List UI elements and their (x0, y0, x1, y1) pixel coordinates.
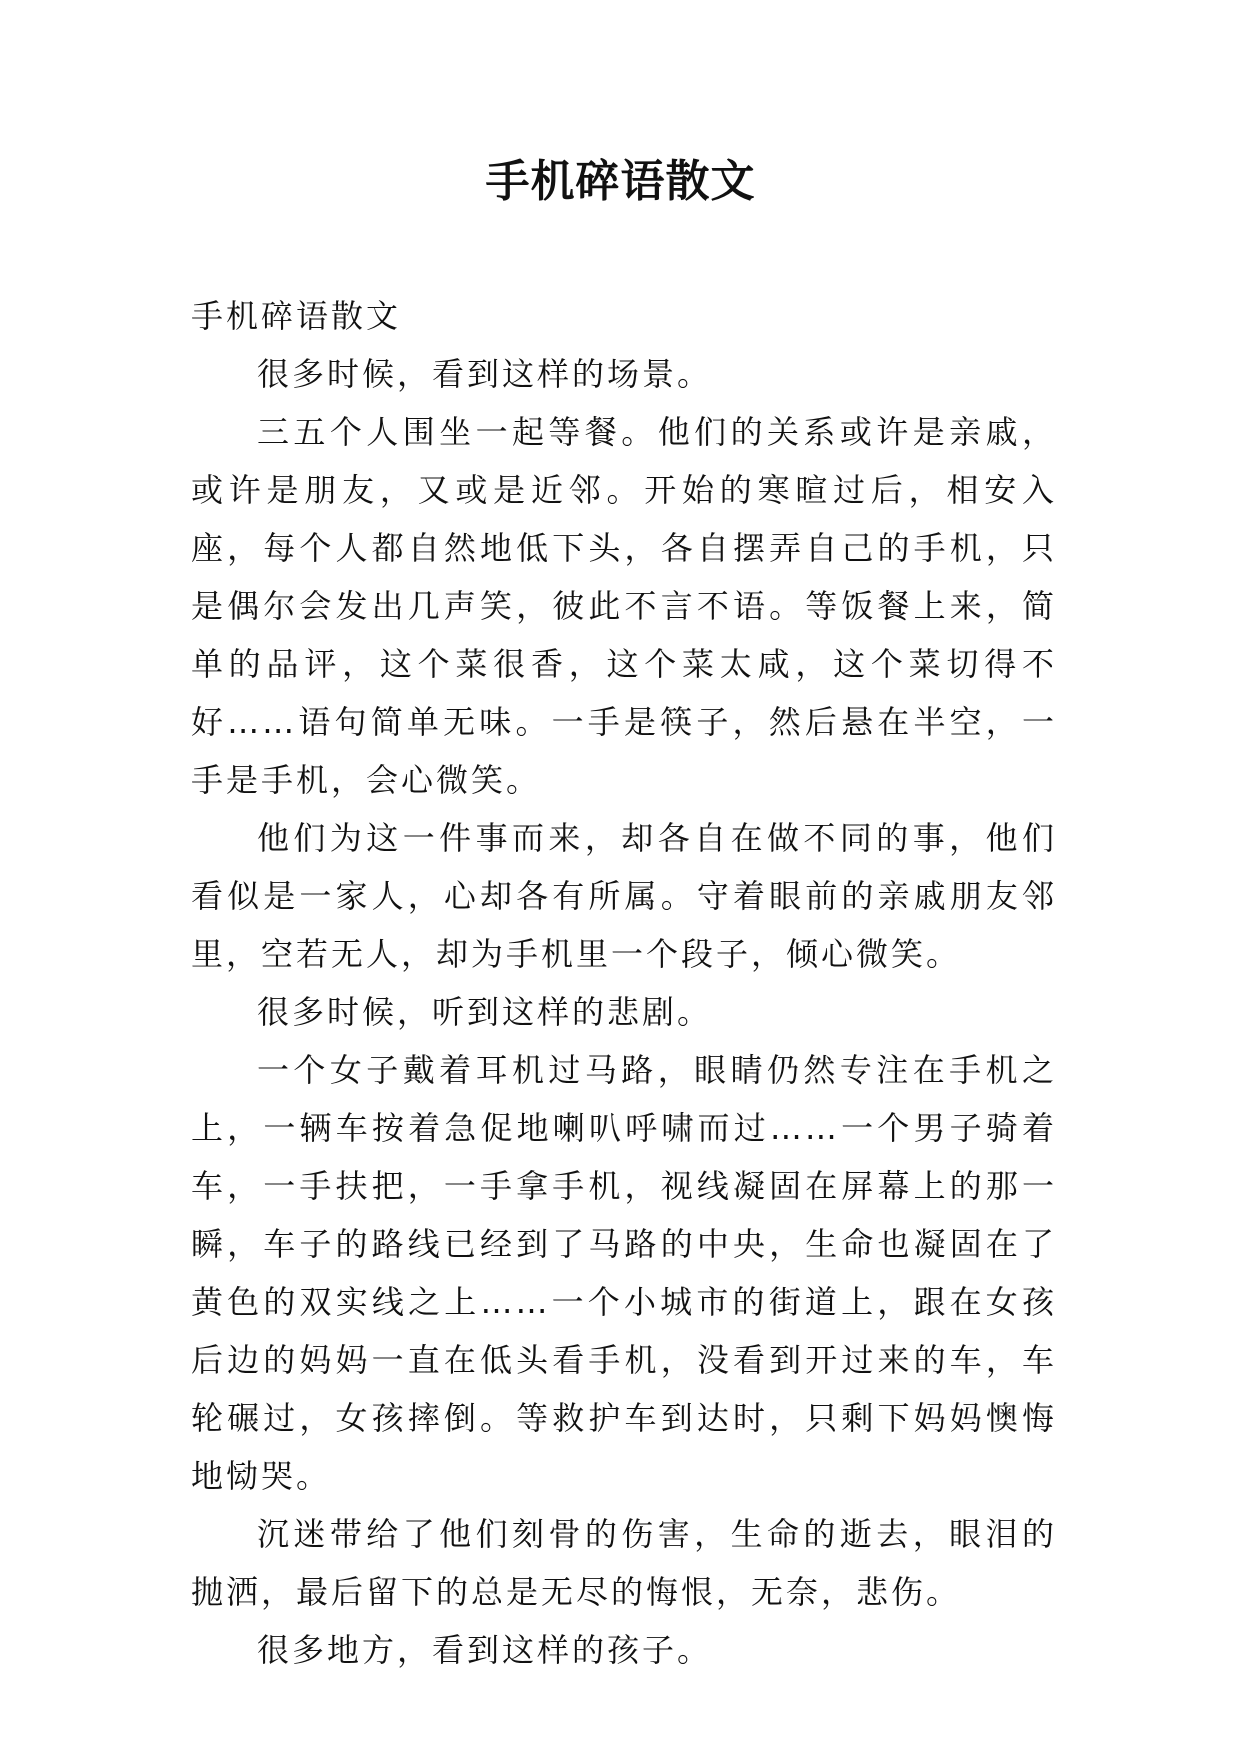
body-paragraph: 很多地方，看到这样的孩子。 (257, 1631, 713, 1669)
body-paragraph: 他们为这一件事而来，却各自在做不同的事，他们看似是一家人，心却各有所属。守着眼前的亲戚朋友邻里，空若无人，却为手机里一个段子，倾心微笑。 (191, 819, 1057, 973)
body-paragraph: 很多时候，看到这样的场景。 (257, 355, 713, 393)
body-paragraph: 沉迷带给了他们刻骨的伤害，生命的逝去，眼泪的抛洒，最后留下的总是无尽的悔恨，无奈，悲伤。 (191, 1515, 1057, 1611)
document-body (191, 287, 1057, 1679)
body-paragraph: 很多时候，听到这样的悲剧。 (257, 993, 713, 1031)
body-paragraph: 三五个人围坐一起等餐。他们的关系或许是亲戚，或许是朋友，又或是近邻。开始的寒暄过后，相安入座，每个人都自然地低下头，各自摆弄自己的手机，只是偶尔会发出几声笑，彼此不言不语。等饭餐上来，简单的品评，这个菜很香，这个菜太咸，这个菜切得不好……语句简单无味。一手是筷子，然后悬在半空，一手是手机，会心微笑。 (191, 413, 1057, 799)
body-paragraph: 一个女子戴着耳机过马路，眼睛仍然专注在手机之上，一辆车按着急促地喇叭呼啸而过……一个男子骑着车，一手扶把，一手拿手机，视线凝固在屏幕上的那一瞬，车子的路线已经到了马路的中央，生命也凝固在了黄色的双实线之上……一个小城市的街道上，跟在女孩后边的妈妈一直在低头看手机，没看到开过来的车，车轮碾过，女孩摔倒。等救护车到达时，只剩下妈妈懊悔地恸哭。 (191, 1051, 1057, 1495)
subtitle-paragraph: 手机碎语散文 (191, 297, 402, 335)
document-title: 手机碎语散文 (485, 156, 756, 207)
